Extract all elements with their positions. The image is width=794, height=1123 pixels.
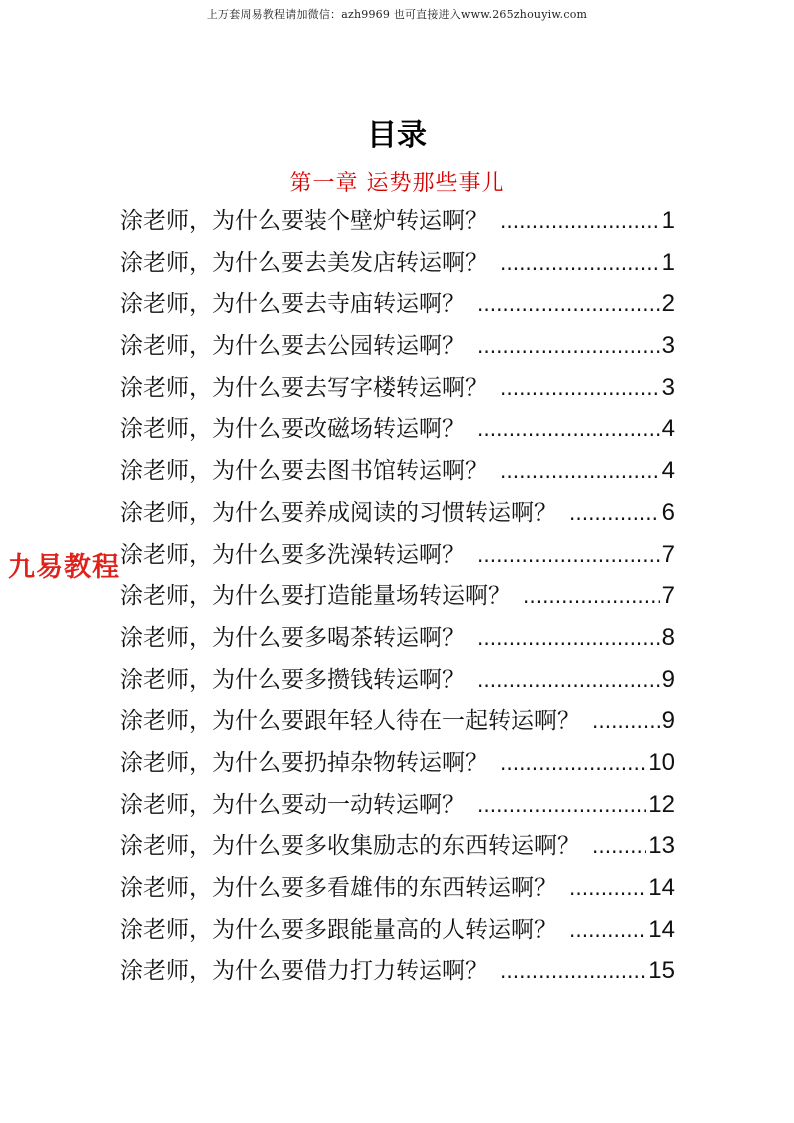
toc-entry-title: 涂老师，为什么要多跟能量高的人转运啊？	[120, 916, 557, 943]
toc-entry-page-number: 12	[648, 790, 675, 818]
toc-dot-leader	[500, 201, 660, 242]
toc-entry-page-number: 3	[661, 332, 675, 360]
toc-entry-page-number: 13	[648, 832, 675, 860]
table-of-contents	[120, 200, 675, 992]
toc-entry-title: 涂老师，为什么要多喝茶转运啊？	[120, 624, 465, 651]
toc-entry-title: 涂老师，为什么要去公园转运啊？	[120, 333, 465, 360]
toc-entry-page-number: 14	[648, 874, 675, 901]
toc-entry-title: 涂老师，为什么要借力打力转运啊？	[120, 958, 488, 985]
toc-entry-page-number: 7	[661, 582, 675, 610]
toc-dot-leader	[569, 868, 646, 909]
toc-entry[interactable]	[120, 534, 675, 576]
toc-entry-page-number: 14	[648, 915, 675, 943]
toc-entry[interactable]	[120, 367, 675, 409]
toc-entry-page-number: 4	[661, 457, 675, 485]
toc-entry-title: 涂老师，为什么要改磁场转运啊？	[120, 416, 465, 443]
toc-dot-leader	[592, 826, 646, 867]
toc-entry[interactable]	[120, 950, 675, 992]
toc-entry[interactable]	[120, 450, 675, 492]
toc-entry-page-number: 9	[661, 665, 675, 693]
toc-dot-leader	[500, 951, 646, 992]
toc-dot-leader	[500, 368, 660, 409]
toc-dot-leader	[477, 660, 660, 701]
toc-entry-title: 涂老师，为什么要去写字楼转运啊？	[120, 374, 488, 401]
toc-dot-leader	[477, 535, 660, 576]
toc-dot-leader	[477, 785, 646, 826]
toc-dot-leader	[500, 451, 660, 492]
toc-entry-title: 涂老师，为什么要打造能量场转运啊？	[120, 583, 511, 610]
toc-dot-leader	[569, 493, 660, 534]
toc-dot-leader	[477, 284, 660, 325]
toc-entry-title: 涂老师，为什么要多攒钱转运啊？	[120, 666, 465, 693]
toc-entry[interactable]	[120, 784, 675, 826]
toc-entry-title: 涂老师，为什么要养成阅读的习惯转运啊？	[120, 499, 557, 526]
toc-entry[interactable]	[120, 492, 675, 534]
chapter-heading: 第一章 运势那些事儿	[289, 171, 505, 196]
toc-entry[interactable]	[120, 242, 675, 284]
toc-entry-page-number: 15	[648, 957, 675, 985]
toc-entry[interactable]	[120, 867, 675, 909]
toc-entry[interactable]	[120, 283, 675, 325]
toc-entry-title: 涂老师，为什么要动一动转运啊？	[120, 791, 465, 818]
toc-entry[interactable]	[120, 575, 675, 617]
toc-dot-leader	[500, 243, 660, 284]
toc-entry-title: 涂老师，为什么要多看雄伟的东西转运啊？	[120, 875, 557, 901]
toc-dot-leader	[523, 576, 660, 617]
toc-entry[interactable]	[120, 325, 675, 367]
toc-entry[interactable]	[120, 825, 675, 867]
toc-dot-leader	[500, 743, 646, 784]
toc-dot-leader	[477, 409, 660, 450]
page-title: 目录	[367, 118, 427, 153]
toc-entry-page-number: 8	[661, 623, 675, 651]
toc-entry-page-number: 3	[661, 373, 675, 401]
toc-entry[interactable]	[120, 909, 675, 951]
toc-entry[interactable]	[120, 617, 675, 659]
toc-entry[interactable]	[120, 742, 675, 784]
toc-entry-title: 涂老师，为什么要扔掉杂物转运啊？	[120, 749, 488, 776]
toc-entry-page-number: 1	[661, 248, 675, 276]
toc-entry-title: 涂老师，为什么要多洗澡转运啊？	[120, 541, 465, 568]
watermark-logo: 九易教程	[8, 552, 120, 583]
toc-entry-page-number: 2	[661, 290, 675, 318]
toc-entry-title: 涂老师，为什么要去图书馆转运啊？	[120, 458, 488, 485]
toc-entry-title: 涂老师，为什么要去美发店转运啊？	[120, 249, 488, 276]
toc-entry-page-number: 9	[661, 707, 675, 735]
toc-entry-page-number: 7	[661, 540, 675, 568]
toc-dot-leader	[569, 910, 646, 951]
toc-dot-leader	[477, 326, 660, 367]
toc-entry-page-number: 1	[661, 207, 675, 234]
toc-entry-title: 涂老师，为什么要多收集励志的东西转运啊？	[120, 833, 580, 860]
toc-entry[interactable]	[120, 659, 675, 701]
toc-entry[interactable]	[120, 200, 675, 242]
toc-entry[interactable]	[120, 700, 675, 742]
toc-dot-leader	[477, 618, 660, 659]
toc-entry-title: 涂老师，为什么要装个壁炉转运啊？	[120, 208, 488, 234]
toc-entry-page-number: 10	[648, 748, 675, 776]
toc-dot-leader	[592, 701, 660, 742]
toc-entry[interactable]	[120, 408, 675, 450]
toc-entry-page-number: 6	[661, 498, 675, 526]
toc-entry-title: 涂老师，为什么要去寺庙转运啊？	[120, 291, 465, 318]
header-note: 上万套周易教程请加微信：azh9969 也可直接进入www.265zhouyiw.com	[206, 8, 588, 21]
toc-entry-title: 涂老师，为什么要跟年轻人待在一起转运啊？	[120, 708, 580, 735]
toc-entry-page-number: 4	[661, 415, 675, 443]
